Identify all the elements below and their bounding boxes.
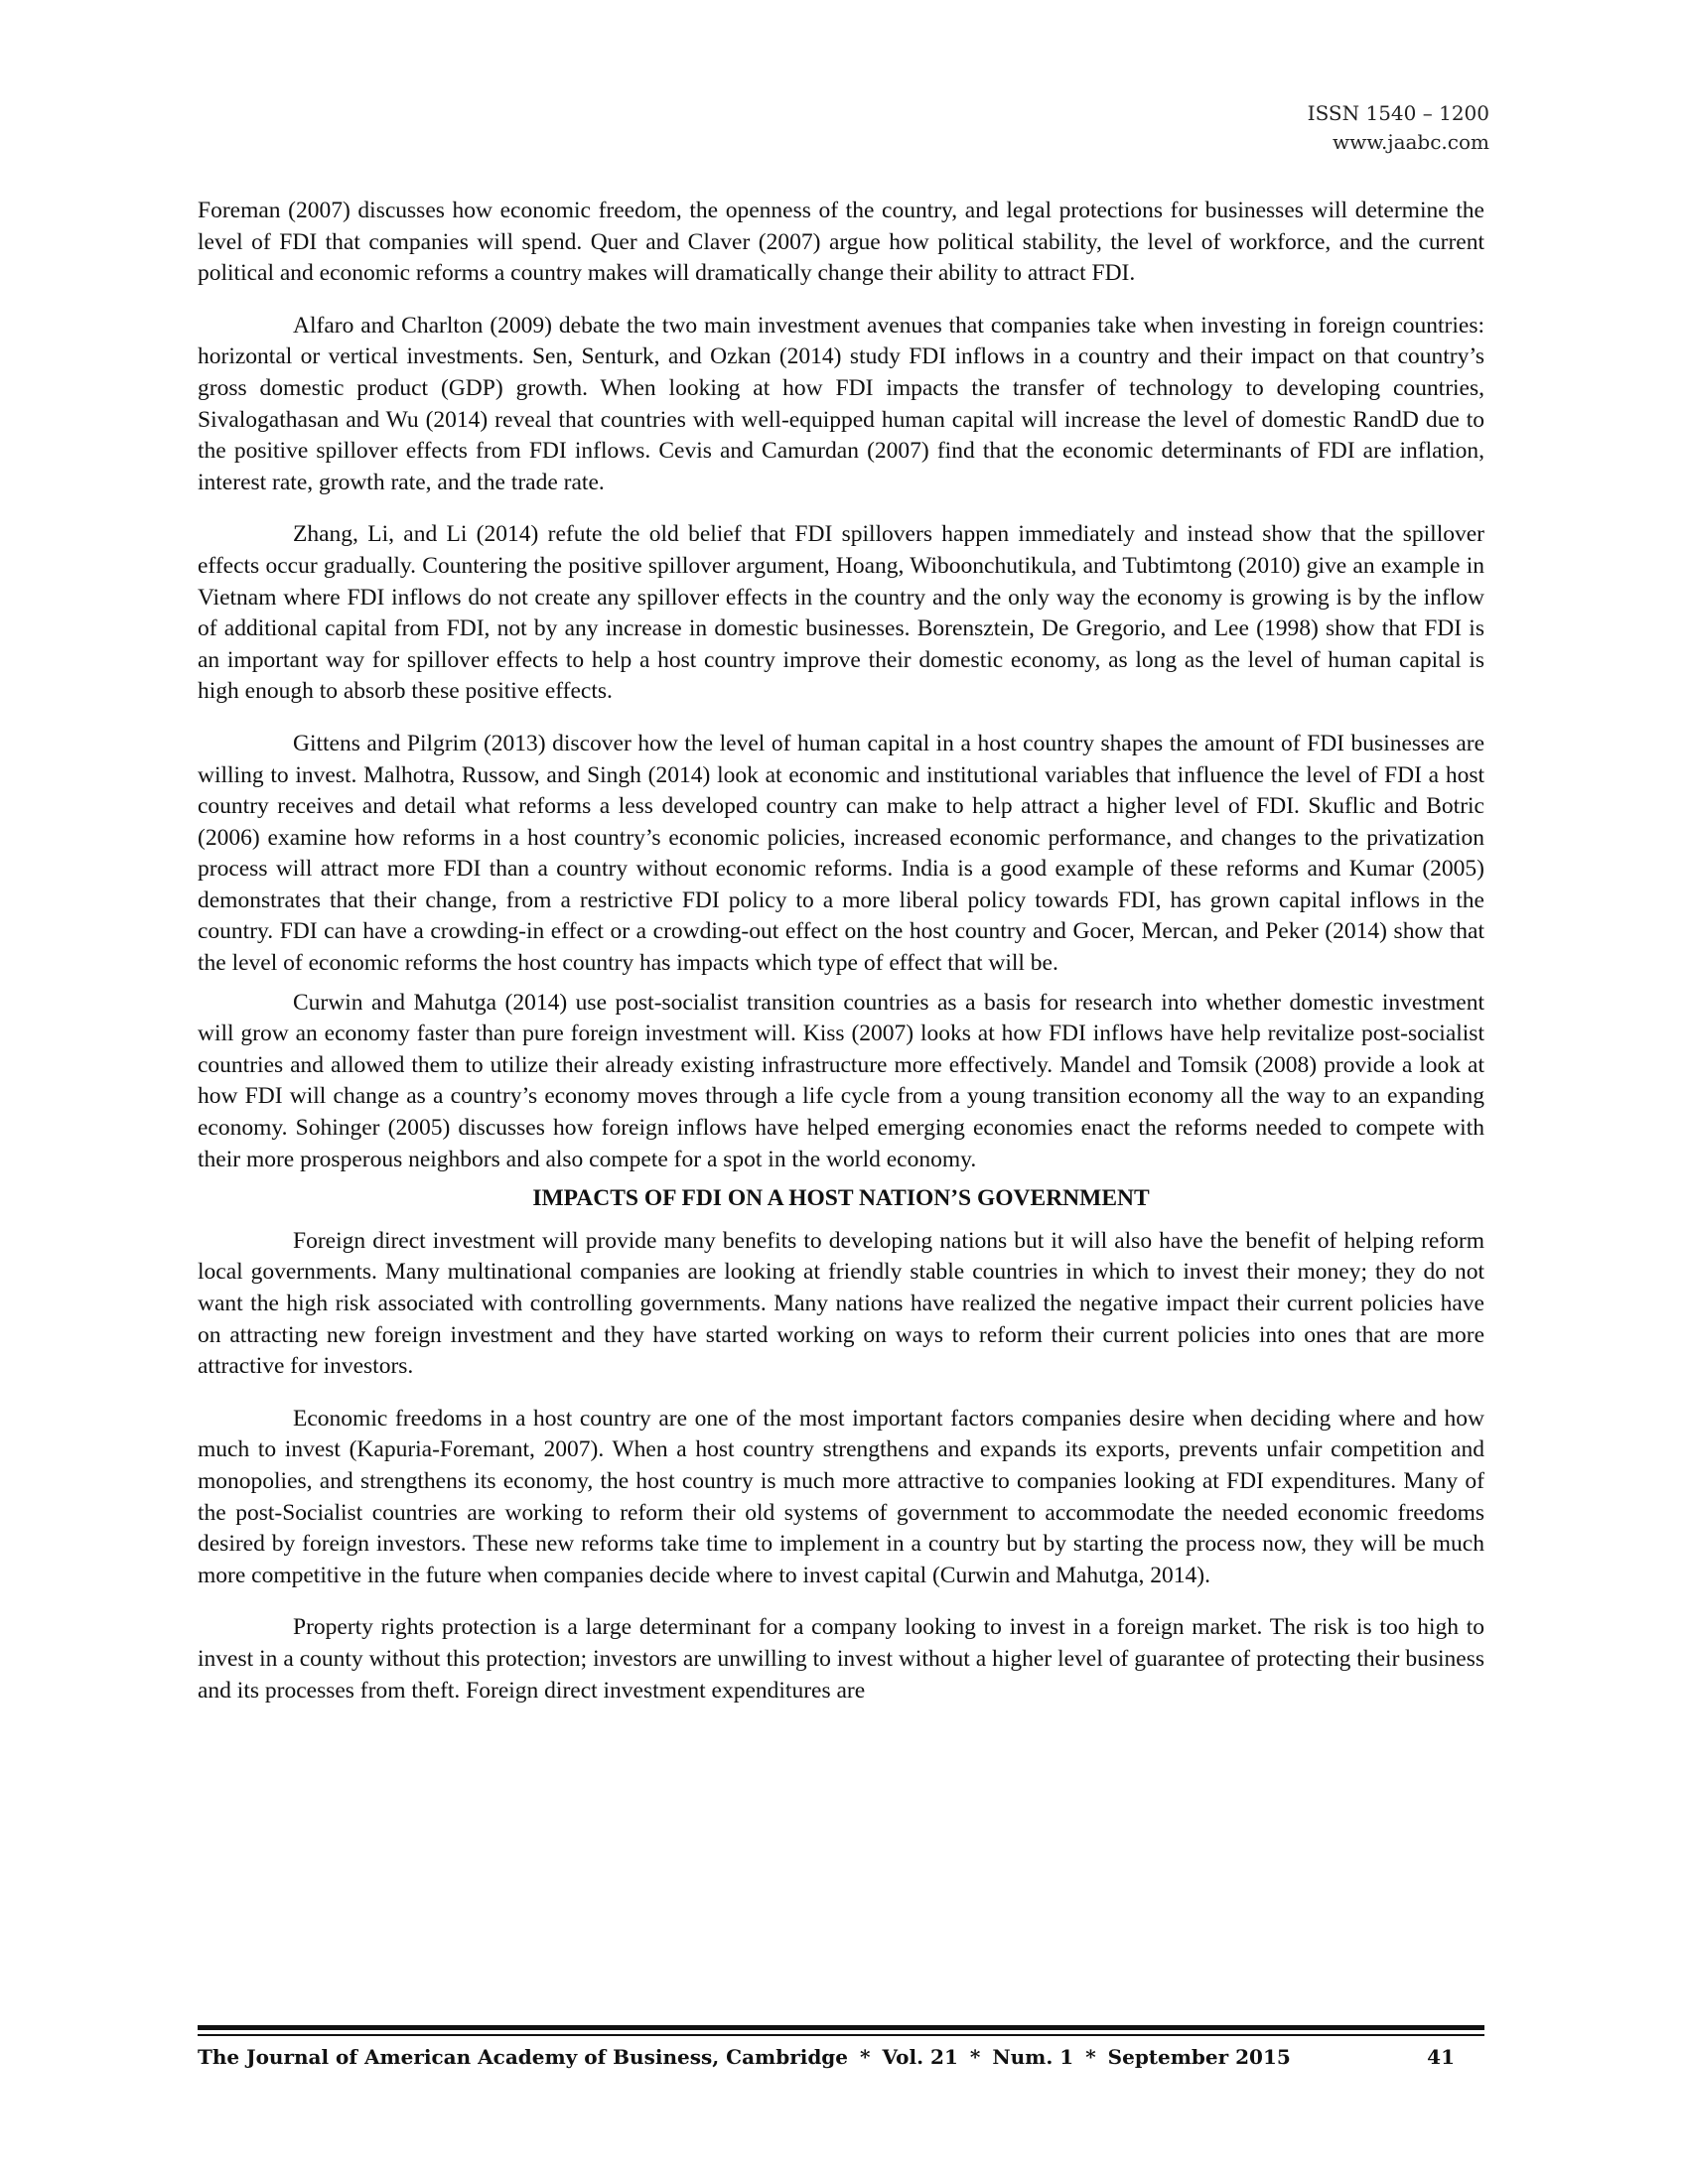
- paragraph-5: Curwin and Mahutga (2014) use post-socialist transition countries as a basis for research into whether domestic investment will grow an economy faster than pure foreign investment will. Kiss (2007) looks at how FDI inflows have help revitalize post-socialist countries and allowed them to utilize their already existing infrastructure more effectively. Mandel and Tomsik (2008) provide a look at how FDI will change as a country’s economy moves through a life cycle from a young transition economy all the way to an expanding economy. Sohinger (2005) discusses how foreign inflows have helped emerging economies enact the reforms needed to compete with their more prosperous neighbors and also compete for a spot in the world economy.: [198, 989, 1484, 1172]
- volume-label: Vol. 21: [882, 2045, 958, 2069]
- paragraph-6: Foreign direct investment will provide many benefits to developing nations but it will also have the benefit of helping reform local governments. Many multinational companies are looking at friendly stable countries in which to invest their money; they do not want the high risk associated with controlling governments. Many nations have realized the negative impact their current policies have on attracting new foreign investment and they have started working on ways to reform their current policies into ones that are more attractive for investors.: [198, 1227, 1484, 1380]
- paragraph-4: Gittens and Pilgrim (2013) discover how the level of human capital in a host country shapes the amount of FDI businesses are willing to invest. Malhotra, Russow, and Singh (2014) look at economic and institutional variables that influence the level of FDI a host country receives and detail what reforms a less developed country can make to help attract a higher level of FDI. Skuflic and Botric (2006) examine how reforms in a host country’s economic policies, increased economic performance, and changes to the privatization process will attract more FDI than a country without economic reforms. India is a good example of these reforms and Kumar (2005) demonstrates that their change, from a restrictive FDI policy to a more liberal policy towards FDI, has grown capital inflows in the country. FDI can have a crowding-in effect or a crowding-out effect on the host country and Gocer, Mercan, and Peker (2014) show that the level of economic reforms the host country has impacts which type of effect that will be.: [198, 730, 1484, 977]
- journal-name: The Journal of American Academy of Business, Cambridge: [198, 2045, 849, 2069]
- footer-star: *: [860, 2045, 871, 2069]
- website-label: www.jaabc.com: [1333, 130, 1489, 154]
- article-body: [198, 196, 1484, 1727]
- number-label: Num. 1: [992, 2045, 1074, 2069]
- footer-star: *: [1085, 2045, 1096, 2069]
- paragraph-2: Alfaro and Charlton (2009) debate the two main investment avenues that companies take when investing in foreign countries: horizontal or vertical investments. Sen, Senturk, and Ozkan (2014) study FDI inflows in a country and their impact on that country’s gross domestic product (GDP) growth. When looking at how FDI impacts the transfer of technology to developing countries, Sivalogathasan and Wu (2014) reveal that countries with well-equipped human capital will increase the level of domestic RandD due to the positive spillover effects from FDI inflows. Cevis and Camurdan (2007) find that the economic determinants of FDI are inflation, interest rate, growth rate, and the trade rate.: [198, 312, 1484, 495]
- footer-citation: [198, 2042, 1291, 2072]
- page-header: [1308, 99, 1489, 157]
- paragraph-8: Property rights protection is a large determinant for a company looking to invest in a foreign market. The risk is too high to invest in a county without this protection; investors are unwilling to invest without a higher level of guarantee of protecting their business and its processes from theft. Foreign direct investment expenditures are: [198, 1614, 1484, 1704]
- footer-divider-thin: [198, 2034, 1484, 2036]
- footer-divider-thick: [198, 2025, 1484, 2030]
- date-label: September 2015: [1107, 2045, 1291, 2069]
- paragraph-7: Economic freedoms in a host country are one of the most important factors companies desire when deciding where and how much to invest (Kapuria-Foremant, 2007). When a host country strengthens and expands its exports, prevents unfair competition and monopolies, and strengthens its economy, the host country is much more attractive to companies looking at FDI expenditures. Many of the post-Socialist countries are working to reform their old systems of government to accommodate the needed economic freedoms desired by foreign investors. These new reforms take time to implement in a country but by starting the process now, they will be much more competitive in the future when companies decide where to invest capital (Curwin and Mahutga, 2014).: [198, 1405, 1484, 1588]
- issn-label: ISSN 1540 – 1200: [1307, 101, 1489, 125]
- paragraph-1: Foreman (2007) discusses how economic freedom, the openness of the country, and legal protections for businesses will determine the level of FDI that companies will spend. Quer and Claver (2007) argue how political stability, the level of workforce, and the current political and economic reforms a country makes will dramatically change their ability to attract FDI.: [198, 198, 1484, 287]
- page-number: 41: [1427, 2045, 1455, 2069]
- paragraph-3: Zhang, Li, and Li (2014) refute the old belief that FDI spillovers happen immediately and instead show that the spillover effects occur gradually. Countering the positive spillover argument, Hoang, Wiboonchutikula, and Tubtimtong (2010) give an example in Vietnam where FDI inflows do not create any spillover effects in the country and the only way the economy is growing is by the inflow of additional capital from FDI, not by any increase in domestic businesses. Borensztein, De Gregorio, and Lee (1998) show that FDI is an important way for spillover effects to help a host country improve their domestic economy, as long as the level of human capital is high enough to absorb these positive effects.: [198, 521, 1484, 705]
- section-heading: IMPACTS OF FDI ON A HOST NATION’S GOVERNMENT: [532, 1185, 1150, 1212]
- footer-star: *: [969, 2045, 981, 2069]
